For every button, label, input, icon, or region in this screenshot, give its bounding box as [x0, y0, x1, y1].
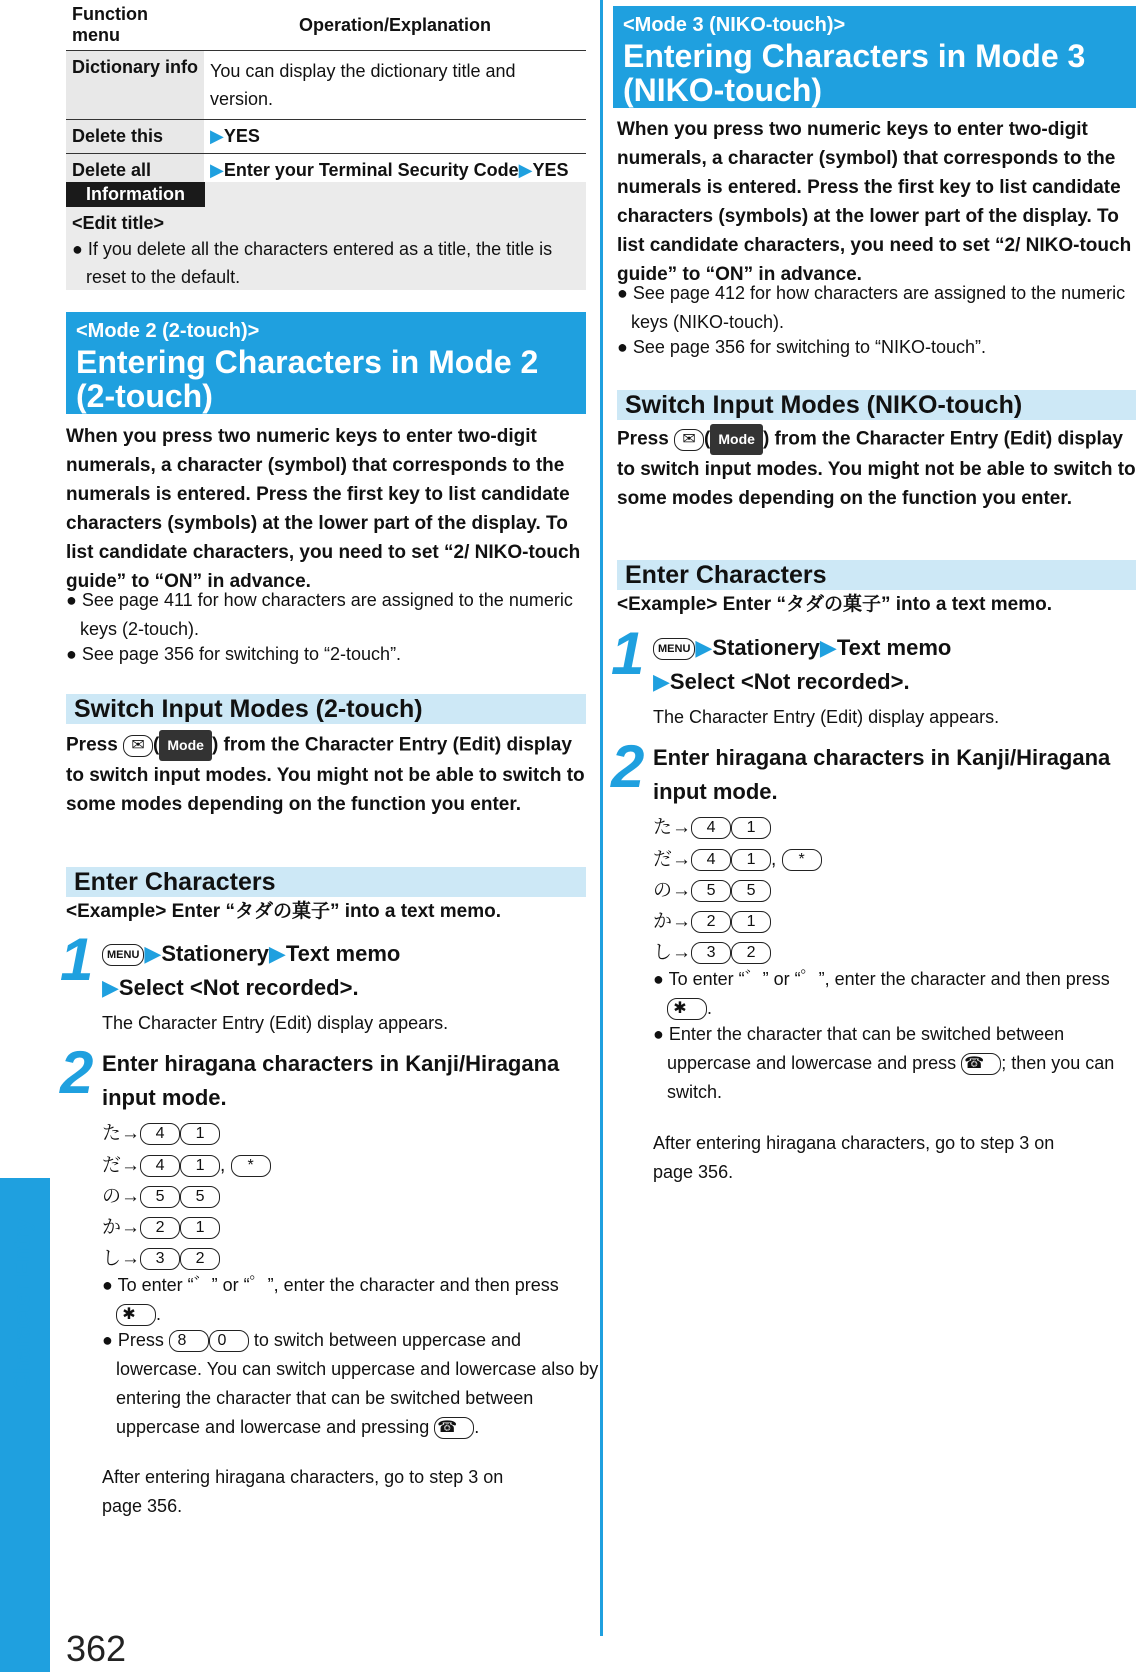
- step-1-number: 1: [60, 926, 94, 993]
- kana-entry: た→ 4 1: [102, 1118, 220, 1149]
- kana-entry: た→ 4 1: [653, 812, 771, 843]
- mode3-title: Entering Characters in Mode 3 (NIKO-touch): [623, 38, 1086, 108]
- kana-entry: だ→ 4 1 , *: [653, 844, 822, 875]
- column-divider: [600, 0, 603, 1636]
- mode2-header: [66, 312, 586, 414]
- table-cell-operation: ▶Enter your Terminal Security Code▶YES: [204, 154, 586, 188]
- mode3-step-2: Enter hiragana characters in Kanji/Hiragana input mode.: [653, 745, 1111, 804]
- table-cell-function: Dictionary info: [66, 51, 204, 120]
- mode2-intro: When you press two numeric keys to enter two-digit numerals, a character (symbol) that corresponds to the numerals is entered. Press the first key to list candidate characters (symbols) at the lower part of the display. To list candidate characters, you need to set “2/ NIKO-touch guide” to “ON” in advance.: [66, 426, 581, 592]
- kana-entry: の→ 5 5: [653, 875, 771, 906]
- mode2-note: ● To enter “゛” or “゜”, enter the character and then press ✱ .: [102, 1271, 600, 1329]
- triangle-icon: ▶: [102, 975, 119, 1000]
- mode3-bullet: ● See page 356 for switching to “NIKO-touch”.: [617, 337, 987, 357]
- step-2-number: 2: [611, 733, 645, 800]
- mode2-bullet: ● See page 411 for how characters are assigned to the numeric keys (2-touch).: [66, 590, 573, 639]
- triangle-icon: ▶: [210, 126, 224, 146]
- kana-entry: だ→ 4 1 , *: [102, 1150, 271, 1181]
- table-header-function: Function menu: [66, 0, 204, 51]
- mode2-note: ● Press 8 0 to switch between uppercase and lowercase. You can switch uppercase and lowercase also by entering the character that can be switched between uppercase and lowercase and pressing ☎ .: [102, 1326, 600, 1442]
- star-key-icon: ✱: [116, 1304, 156, 1326]
- mode3-after: After entering hiragana characters, go to step 3 on page 356.: [653, 1133, 1055, 1182]
- kana-entry: し→ 3 2: [653, 937, 771, 968]
- mode2-title: Entering Characters in Mode 2 (2-touch): [76, 344, 539, 414]
- mode2-enter-heading: Enter Characters: [66, 867, 586, 897]
- triangle-icon: ▶: [268, 941, 286, 966]
- table-cell-function: Delete this: [66, 120, 204, 154]
- table-row: [66, 51, 586, 120]
- table-row: [66, 120, 586, 154]
- menu-key-icon: MENU: [653, 638, 695, 660]
- information-content: [66, 207, 586, 295]
- mode2-switch-heading: Switch Input Modes (2-touch): [66, 694, 586, 724]
- mode2-after: After entering hiragana characters, go to step 3 on page 356.: [102, 1467, 504, 1516]
- mode3-intro: When you press two numeric keys to enter two-digit numerals, a character (symbol) that corresponds to the numerals is entered. Press the first key to list candidate characters (symbols) at the lower part of the display. To list candidate characters, you need to set “2/ NIKO-touch guide” to “ON” in advance.: [617, 119, 1132, 285]
- kana-entry: か→ 2 1: [653, 906, 771, 937]
- table-header-operation: Operation/Explanation: [204, 0, 586, 51]
- mode2-step-2: Enter hiragana characters in Kanji/Hiragana input mode.: [102, 1051, 560, 1110]
- triangle-icon: ▶: [210, 160, 224, 180]
- triangle-icon: ▶: [144, 941, 162, 966]
- information-box: [66, 182, 586, 290]
- mode3-switch-heading: Switch Input Modes (NIKO-touch): [617, 390, 1136, 420]
- mode2-subtitle: <Mode 2 (2-touch)>: [76, 320, 260, 342]
- kana-entry: か→ 2 1: [102, 1212, 220, 1243]
- table-cell-function: Delete all: [66, 154, 204, 188]
- triangle-icon: ▶: [518, 160, 533, 180]
- information-label: Information: [66, 182, 205, 207]
- mode3-switch-text: Press ✉ ( Mode ) from the Character Entry (Edit) display to switch input modes. You might not be able to switch to some modes depending on the function you enter.: [617, 424, 1136, 513]
- table-cell-operation: You can display the dictionary title and version.: [204, 51, 586, 120]
- step-1-number: 1: [611, 620, 645, 687]
- function-menu-table: [66, 0, 586, 188]
- mode3-step-1-note: The Character Entry (Edit) display appears.: [653, 707, 1000, 727]
- mode2-step-1-note: The Character Entry (Edit) display appears.: [102, 1013, 449, 1033]
- mode3-example: <Example> Enter “タダの菓子” into a text memo.: [617, 594, 1052, 615]
- side-tab-label: Character Entry: [8, 1218, 35, 1392]
- mode3-subtitle: <Mode 3 (NIKO-touch)>: [623, 14, 846, 36]
- mode-key-icon: Mode: [159, 730, 212, 761]
- triangle-icon: ▶: [819, 635, 837, 660]
- kana-entry: し→ 3 2: [102, 1243, 220, 1274]
- mode-key-icon: Mode: [710, 424, 763, 455]
- mode2-example: <Example> Enter “タダの菓子” into a text memo.: [66, 901, 501, 922]
- mode2-bullet: ● See page 356 for switching to “2-touch”.: [66, 644, 402, 664]
- mode3-note: ● Enter the character that can be switched between uppercase and lowercase and press ☎ ; then you can switch.: [653, 1024, 1115, 1102]
- mode2-step-1: MENU ▶Stationery▶Text memo ▶Select <Not recorded>.: [102, 941, 401, 1000]
- table-cell-operation: ▶YES: [204, 120, 586, 154]
- information-bullet: ● If you delete all the characters entered as a title, the title is reset to the default.: [72, 239, 553, 287]
- star-key-icon: ✱: [667, 998, 707, 1020]
- menu-key-icon: MENU: [102, 944, 144, 966]
- mail-key-icon: ✉: [674, 429, 704, 451]
- mode3-note: ● To enter “゛” or “゜”, enter the character and then press ✱ .: [653, 965, 1136, 1023]
- star-key-icon: *: [231, 1155, 271, 1177]
- phone-key-icon: ☎: [961, 1053, 1001, 1075]
- triangle-icon: ▶: [653, 669, 670, 694]
- phone-key-icon: ☎: [434, 1417, 474, 1439]
- step-2-number: 2: [60, 1039, 94, 1106]
- mode2-switch-text: Press ✉ ( Mode ) from the Character Entry (Edit) display to switch input modes. You might not be able to switch to some modes depending on the function you enter.: [66, 730, 586, 819]
- page-number: 362: [66, 1628, 127, 1669]
- information-title: <Edit title>: [72, 213, 165, 233]
- mode3-step-1: MENU ▶Stationery▶Text memo ▶Select <Not recorded>.: [653, 635, 952, 694]
- triangle-icon: ▶: [695, 635, 713, 660]
- mode3-header: [613, 6, 1136, 108]
- mode3-bullet: ● See page 412 for how characters are assigned to the numeric keys (NIKO-touch).: [617, 283, 1126, 332]
- kana-entry: の→ 5 5: [102, 1181, 220, 1212]
- mail-key-icon: ✉: [123, 735, 153, 757]
- mode3-enter-heading: Enter Characters: [617, 560, 1136, 590]
- star-key-icon: *: [782, 849, 822, 871]
